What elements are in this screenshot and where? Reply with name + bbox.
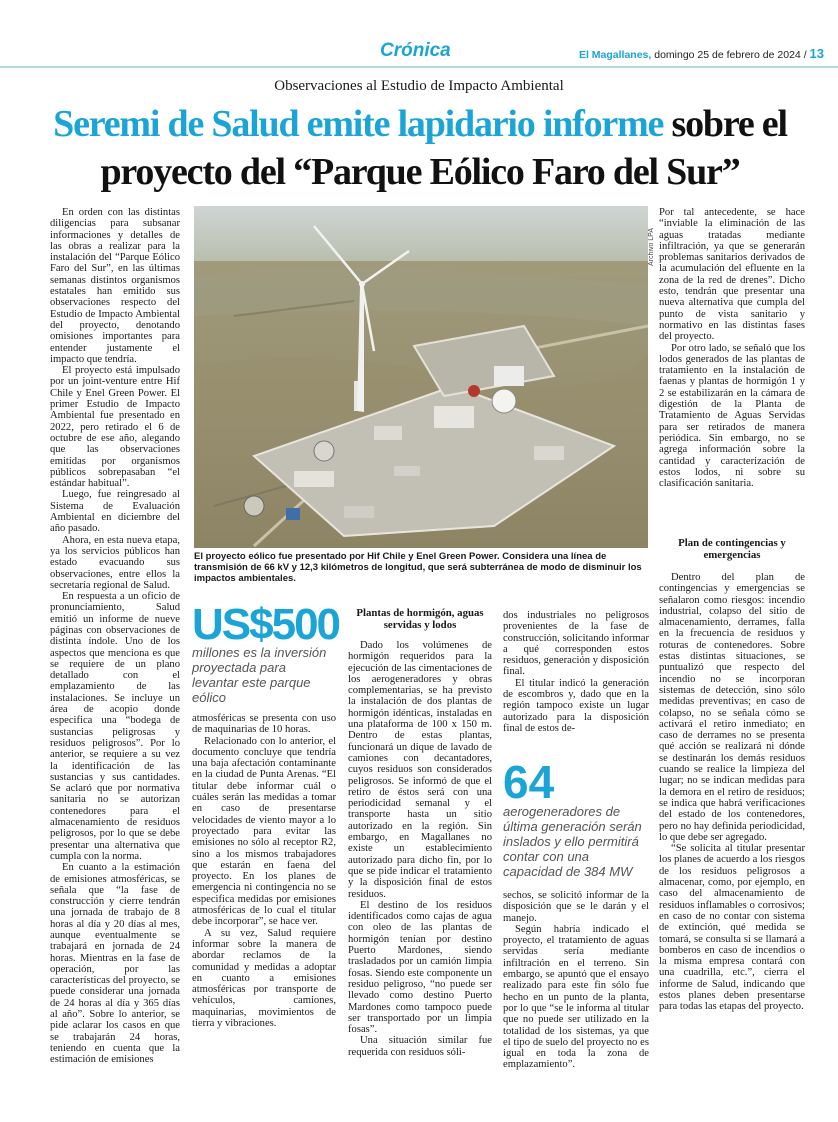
paragraph: Dado los volúmenes de hormigón requeridos para la ejecución de las cimentaciones de los aerogeneradores y obras complementarias, se ha previsto la instalación de dos plantas de hormigón idénticas, instaladas en una plataforma de 100 x 150 m. Dentro de estas plantas, funcionará un dique de lavado de camiones con decantadores, cuyos residuos son considerados peligrosos. Se informó de que el retiro de éstos será con una periodicidad semanal y el transporte hasta un sitio autorizado en la región. Sin embargo, en Magallanes no existe un establecimiento autorizado para dicho fin, por lo que se pide indicar el tratamiento y la disposición final de estos residuos. [348, 640, 492, 900]
aerial-photo-illustration [194, 206, 648, 548]
headline-highlight: Seremi de Salud emite lapidario informe [53, 103, 664, 145]
column-2 [192, 713, 336, 1085]
paragraph: atmosféricas se presenta con uso de maquinarias de 10 horas. [192, 713, 336, 736]
publication-info [579, 46, 824, 61]
turbines-figure: 64 [503, 756, 555, 808]
column-4-bottom [503, 890, 649, 1086]
paragraph: En respuesta a un oficio de pronunciamiento, Salud emitió un informe de nueve páginas con observaciones de distinta índole. Uno de los aspectos que menciona es que se requiere de un plano detallado con el emplazamiento de las instalaciones. Se incluye un área de acopio donde especifica una “bodega de sustancias peligrosas y residuos peligrosos”. Por lo anterior, se requiere a su vez la identificación de las sustancias y sus cantidades. Se aclaró que por normativa sanitaria no se autorizan contenedores para el almacenamiento de residuos peligrosos, por lo que se debe presentar una alternativa que cumpla con la norma. [50, 591, 180, 862]
paragraph: Por tal antecedente, se hace “inviable la eliminación de las aguas tratadas mediante infiltración, ya que se generarán problemas sanitarios derivados de la acumulación del efluente en la zona de la red de drenes”. Dicho esto, tendrán que presentar una nueva alternativa que cumpla del punto de vista sanitario y normativo en las distintas fases del proyecto. [659, 207, 805, 343]
paragraph: En cuanto a la estimación de emisiones atmosféricas, se señala que “la fase de construcción y cierre tendrán una jornada de trabajo de 8 horas al día y 20 días al mes, aunque eventualmente se trabajará en jornada de 24 horas. Mientras en la fase de operación, por las características del proyecto, se puede considerar una jornada de 24 horas al día y 365 días al año”. Sobre lo anterior, se pide aclarar los casos en que se trabajarán 24 horas, teniendo en cuenta que la estimación de emisiones [50, 862, 180, 1066]
headline-rest: sobre el proyecto del “Parque Eólico Faro del Sur” [100, 103, 787, 193]
paragraph: Dentro del plan de contingencias y emergencias se señalaron como riesgos: incendio industrial, colapso del sitio de almacenamiento, derrames, falla en la frecuencia de residuos y roturas de contenedores. Sobre estas distintas situaciones, se puntualizó que respecto del incendio no se incorporan sistemas de detección, sino sólo medidas preventivas; en caso de colapso, no se señala cómo se activará el retiro inmediato; en caso de derrames no se presenta qué acción se realizará ni dónde se destinarán los demás residuos cuando se realice la limpieza del lugar; no se indican medidas para la demora en el retiro de residuos; se indica que habrá verificaciones del estado de los contenedores, pero no hay definida periodicidad, lo que debe ser agregado. [659, 572, 805, 843]
investment-text: millones es la inversión proyectada para levantar este parque eólico [192, 645, 327, 705]
paragraph: dos industriales no peligrosos provenientes de la fase de construcción, solicitando informar a qué corresponden estos residuos, generación y disposición final. [503, 610, 649, 678]
column-1 [50, 207, 180, 1087]
paragraph: Luego, fue reingresado al Sistema de Evaluación Ambiental en diciembre del año pasado. [50, 489, 180, 535]
column-4-top [503, 610, 649, 754]
investment-figure: US$500 [192, 600, 340, 649]
paragraph: Relacionado con lo anterior, el documento concluye que tendría una baja afectación contaminante en la ciudad de Punta Arenas. “El titular debe informar cuál o cuáles serán las medidas a tomar en caso de presentarse velocidades de viento mayor a lo proyectado para evitar las emisiones no sólo al receptor R2, sino a los mismos trabajadores que estarán en faena del proyecto. En los planes de emergencia ni contingencia no se especifica medidas por emisiones atmosféricas de lo cual el titular debe incorporar”, se hace ver. [192, 735, 336, 928]
page-number: 13 [809, 46, 824, 61]
paragraph: El titular indicó la generación de escombros y, dado que en la región tampoco existe un lugar autorizado para la disposición final de estos de- [503, 677, 649, 734]
wind-farm-photo [194, 206, 648, 548]
photo-caption: El proyecto eólico fue presentado por Hif Chile y Enel Green Power. Considera una línea de transmisión de 66 kV y 12,3 kilómetros de longitud, que será subterránea de modo de disminuir los impactos ambientales. [194, 551, 642, 584]
paragraph: A su vez, Salud requiere informar sobre la manera de abordar reclamos de la comunidad y medidas a adoptar en cuanto a emisiones atmosféricas por transporte de vehículos, camiones, maquinarias, movimientos de tierra y vibraciones. [192, 927, 336, 1030]
publication-date: domingo 25 de febrero de 2024 [654, 49, 801, 61]
paragraph: sechos, se solicitó informar de la disposición que se le darán y el manejo. [503, 890, 649, 924]
photo-credit: Archivo LPA [648, 228, 655, 266]
section-name: Crónica [380, 40, 451, 61]
paragraph: Una situación similar fue requerida con residuos sóli- [348, 1035, 492, 1058]
column-5-bottom [659, 572, 805, 1086]
turbines-text: aerogeneradores de última generación serán inslados y ello permitirá contar con una capacidad de 384 MW [503, 804, 642, 879]
subheading-plantas: Plantas de hormigón, aguas servidas y lodos [356, 607, 484, 631]
page-separator: / [803, 49, 807, 61]
paragraph: En orden con las distintas diligencias para subsanar informaciones y detalles de las obras a realizar para la instalación del “Parque Eólico Faro del Sur”, en las últimas semanas distintos organismos estatales han emitido sus observaciones respecto del Estudio de Impacto Ambiental del proyecto, denotando omisiones importantes para entender justamente el impacto que tendría. [50, 207, 180, 365]
paragraph: El destino de los residuos identificados como cajas de agua con oleo de las plantas de hormigón tenían por destino Puerto Mardones, siendo trasladados por un camión limpia fosas. Siendo este componente un residuo peligroso, “no puede ser llevado como destino Puerto Mardones como tampoco puede ser transportado por un limpia fosas”. [348, 899, 492, 1036]
column-5-top [659, 207, 805, 517]
paragraph: Ahora, en esta nueva etapa, ya los servicios públicos han estado evacuando sus observaciones, entre ellos la secretaría regional de Salud. [50, 534, 180, 591]
paragraph: El proyecto está impulsado por un joint-venture entre Hif Chile y Enel Green Power. El primer Estudio de Impacto Ambiental fue presentado en 2022, pero retirado el 6 de octubre de ese año, alegando que las observaciones emitidas por organismos públicos sobrepasaban “el estándar habitual”. [50, 365, 180, 490]
paragraph: “Se solicita al titular presentar los planes de acuerdo a los riesgos de los residuos peligrosos a almacenar, como, por ejemplo, en caso del almacenamiento de residuos inflamables o corrosivos; en caso de no contar con sistema de extinción, qué medida se tomará, se consulta si se llamará a bomberos en caso de incendios o la misma empresa contará con una cuadrilla, etc.”, cierra el informe de Salud, indicando que estos planes deben presentarse para todas las etapas del proyecto. [659, 843, 805, 1013]
kicker: Observaciones al Estudio de Impacto Ambiental [274, 78, 564, 94]
subheading-contingencias: Plan de contingencias y emergencias [678, 537, 786, 561]
column-3 [348, 640, 492, 1085]
paragraph: Por otro lado, se señaló que los lodos generados de las plantas de tratamiento en la instalación de faenas y plantas de hormigón 1 y 2 se estabilizarán en la cámara de digestión de la Planta de Tratamiento de Aguas Servidas para ser retirados de manera periódica. Sin embargo, no se agrega información sobre la cantidad y caracterización de estos lodos, ni sobre su clasificación sanitaria. [659, 342, 805, 490]
paragraph: Según habría indicado el proyecto, el tratamiento de aguas servidas sería mediante infiltración en el terreno. Sin embargo, se apuntó que el ensayo realizado para este fin sólo fue hecho en un punto de la planta, por lo que “se le informa al titular que no puede ser utilizado en la totalidad de los sistemas, ya que el tipo de suelo del proyecto no es igual en toda la zona de emplazamiento”. [503, 923, 649, 1071]
headline [20, 100, 820, 196]
publication-name: El Magallanes, [578, 49, 652, 61]
header-divider [0, 66, 838, 68]
